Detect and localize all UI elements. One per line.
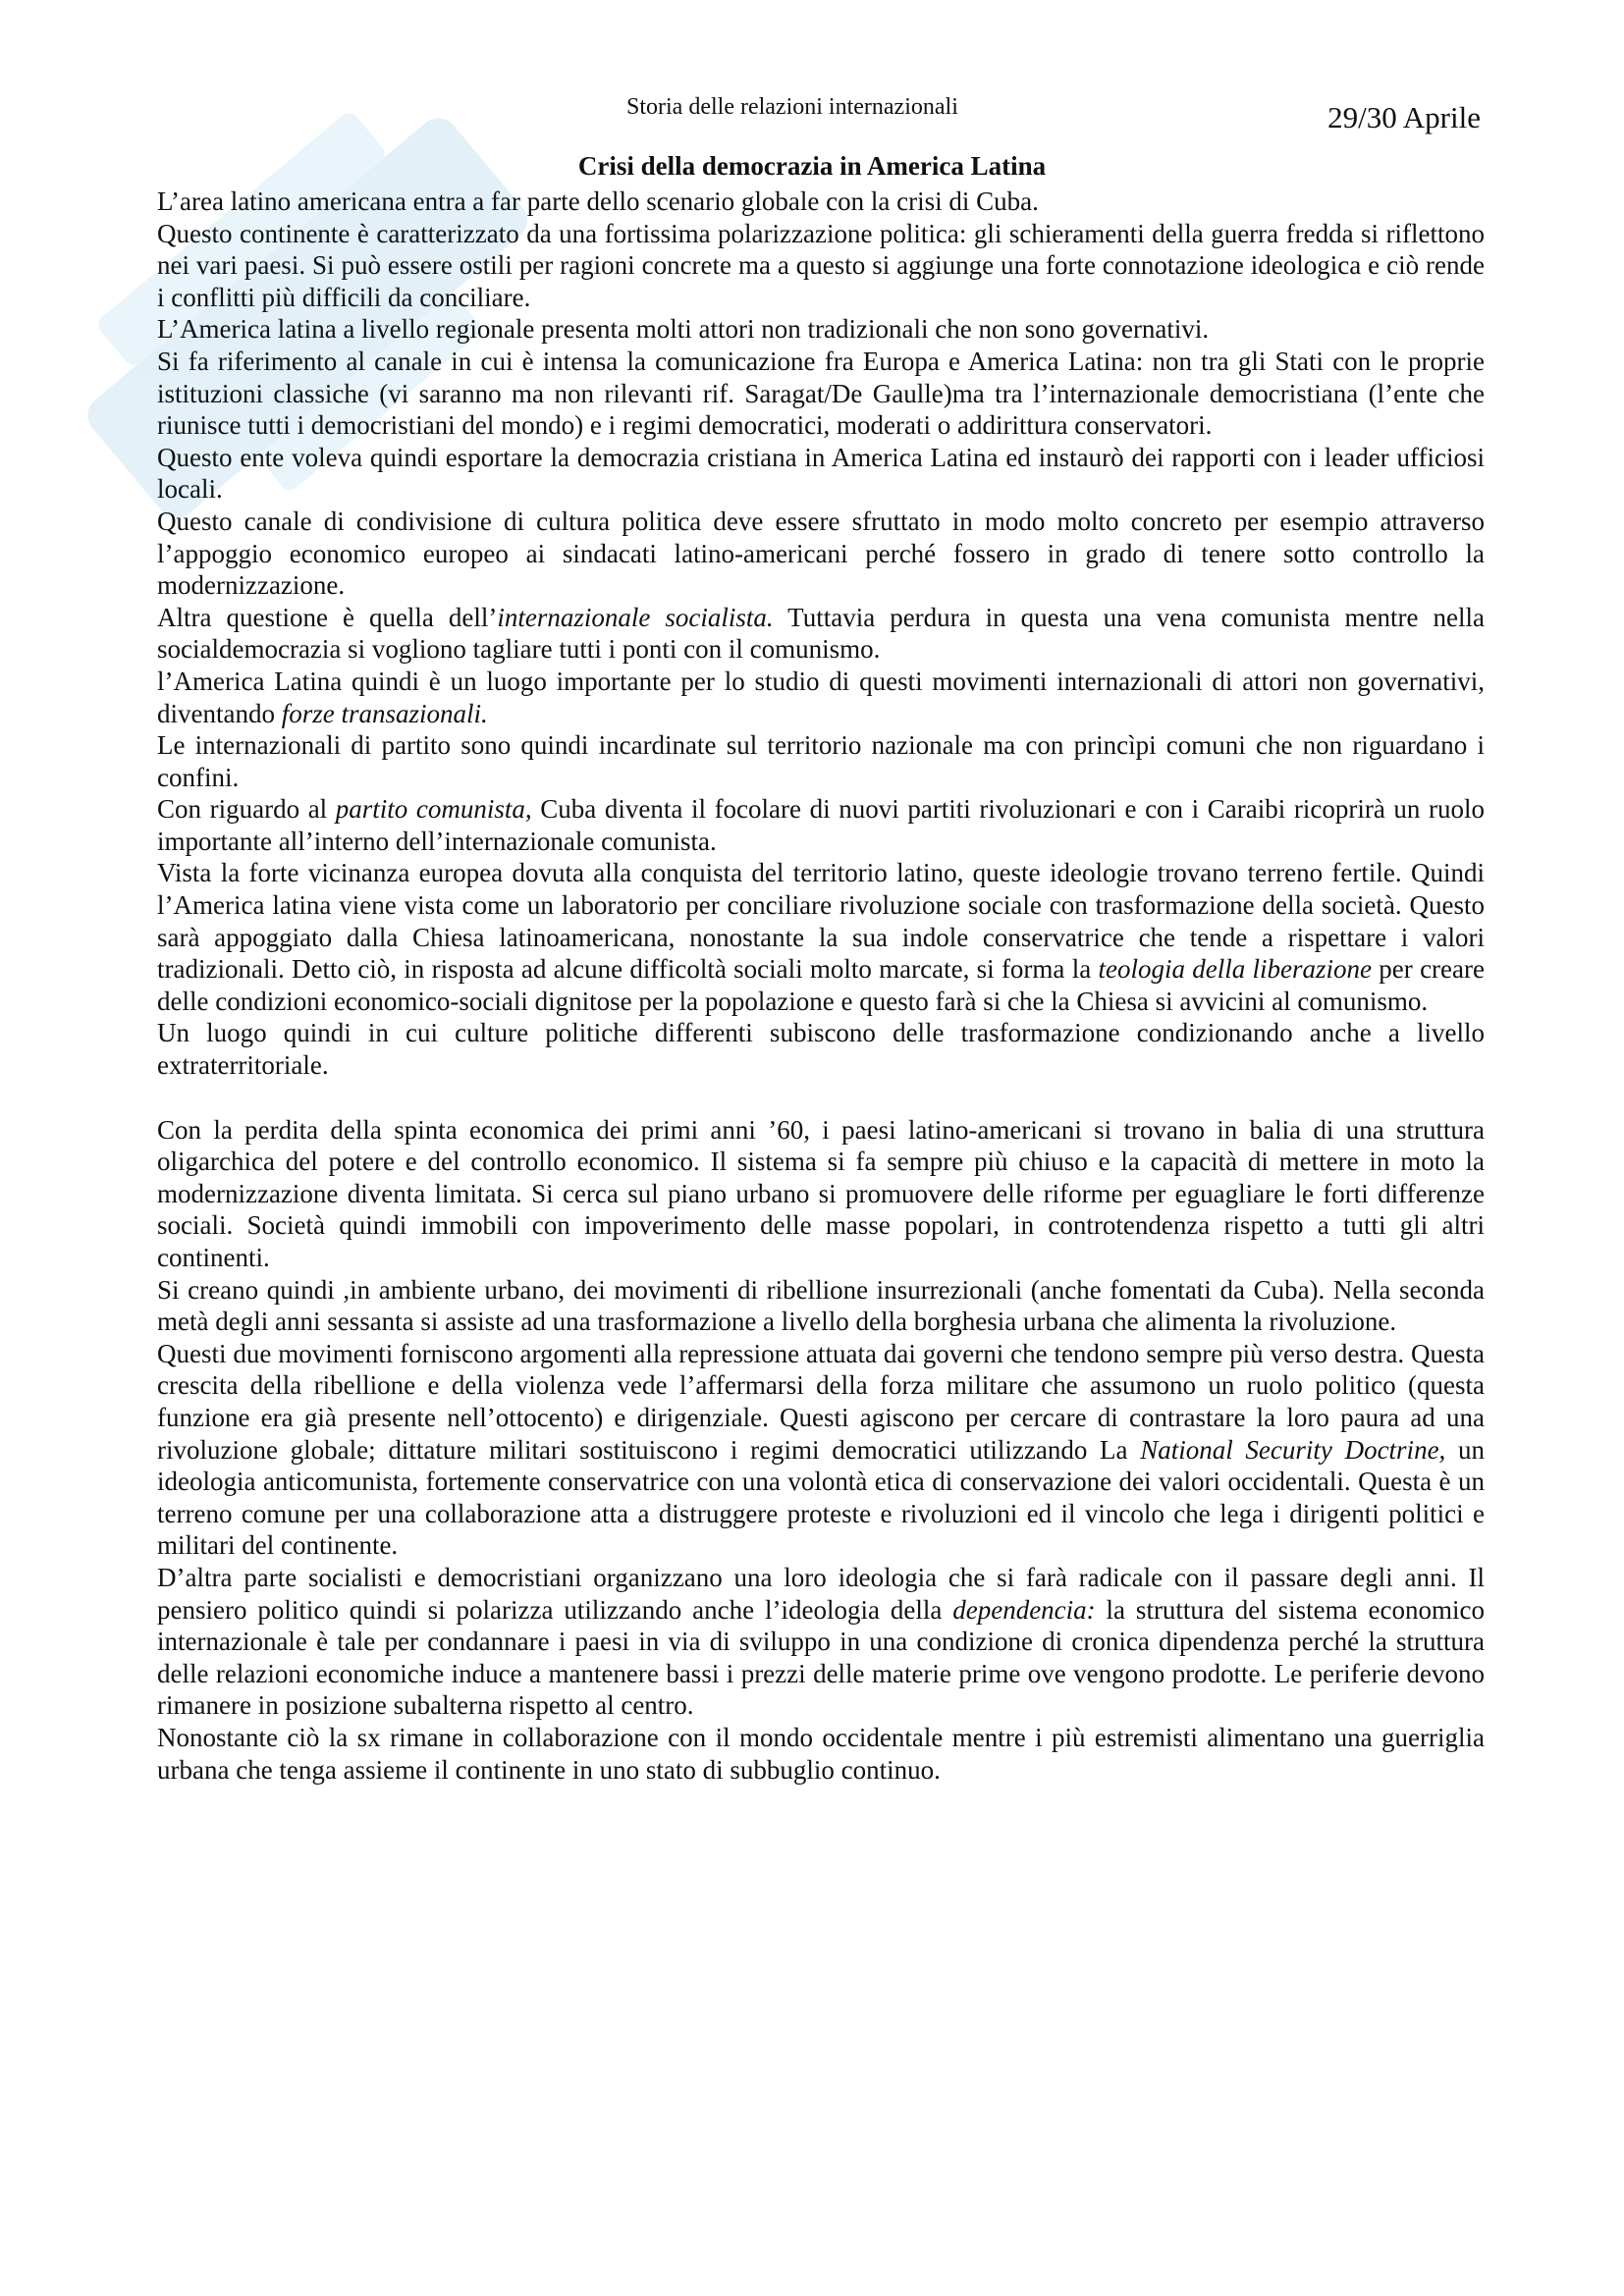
document-body: [157, 186, 1485, 1786]
paragraph-text: Nonostante ciò la sx rimane in collaborazione con il mondo occidentale mentre i più estremisti alimentano una guerriglia urbana che tenga assieme il continente in uno stato di subbuglio continuo.: [157, 1722, 1485, 1785]
paragraph-text: la struttura del sistema economico internazionale è tale per condannare i paesi in via di sviluppo in una condizione di cronica dipendenza perché la struttura delle relazioni economiche induce a mantenere bassi i prezzi delle materie prime ove vengono prodotte. Le periferie devono rimanere in posizione subalterna rispetto al centro.: [157, 1594, 1485, 1721]
paragraph: [157, 602, 1485, 666]
paragraph-text: Si fa riferimento al canale in cui è intensa la comunicazione fra Europa e America Latina: non tra gli Stati con le proprie istituzioni classiche (vi saranno ma non rilevanti rif. Saragat/De Gaulle)ma tra l’internazionale democristiana (l’ente che riunisce tutti i democristiani del mondo) e i regimi democratici, moderati o addirittura conservatori.: [157, 346, 1485, 441]
paragraph-text: Questo ente voleva quindi esportare la democrazia cristiana in America Latina ed instaurò dei rapporti con i leader ufficiosi locali.: [157, 442, 1485, 505]
paragraph: [157, 1562, 1485, 1722]
paragraph: [157, 218, 1485, 314]
paragraph-text: L’America latina a livello regionale presenta molti attori non tradizionali che non sono governativi.: [157, 314, 1210, 345]
italic-term: internazionale socialista.: [497, 602, 774, 632]
paragraph-text: Tuttavia perdura in questa una vena comunista mentre nella socialdemocrazia si vogliono tagliare tutti i ponti con il comunismo.: [157, 602, 1485, 665]
paragraph: [157, 186, 1485, 218]
paragraph: [157, 1017, 1485, 1081]
italic-term: forze transazionali.: [281, 698, 488, 728]
paragraph-text: Con riguardo al: [157, 794, 336, 825]
italic-term: partito comunista,: [335, 794, 532, 825]
paragraph-text: Le internazionali di partito sono quindi incardinate sul territorio nazionale ma con princìpi comuni che non riguardano i confini.: [157, 730, 1485, 792]
running-header: Storia delle relazioni internazionali: [626, 94, 958, 120]
paragraph: [157, 442, 1485, 506]
paragraph: [157, 1114, 1485, 1274]
paragraph: [157, 729, 1485, 793]
paragraph: [157, 1274, 1485, 1338]
paragraph-text: l’America Latina quindi è un luogo importante per lo studio di questi movimenti internazionali di attori non governativi, diventando: [157, 666, 1485, 728]
paragraph-text: Un luogo quindi in cui culture politiche differenti subiscono delle trasformazione condizionando anche a livello extraterritoriale.: [157, 1018, 1485, 1081]
paragraph-text: Si creano quindi ,in ambiente urbano, dei movimenti di ribellione insurrezionali (anche fomentati da Cuba). Nella seconda metà degli anni sessanta si assiste ad una trasformazione a livello della borghesia urbana che alimenta la rivoluzione.: [157, 1274, 1485, 1337]
date: 29/30 Aprile: [1327, 100, 1481, 134]
paragraph-text: Cuba diventa il focolare di nuovi partiti rivoluzionari e con i Caraibi ricoprirà un ruolo importante all’interno dell’internazionale comunista.: [157, 794, 1486, 856]
paragraph-text: Questi due movimenti forniscono argomenti alla repressione attuata dai governi che tendono sempre più verso destra. Questa crescita della ribellione e della violenza vede l’affermarsi della forza militare che assumono un ruolo politico (questa funzione era già presente nell’ottocento) e dirigenziale. Questi agiscono per cercare di contrastare la loro paura ad una rivoluzione globale; dittature militari sostituiscono i regimi democratici utilizzando La: [157, 1338, 1485, 1465]
paragraph-text: Altra questione è quella dell’: [157, 602, 498, 632]
paragraph: [157, 313, 1485, 346]
paragraph: [157, 793, 1485, 857]
paragraph: [157, 857, 1485, 1017]
paragraph-text: per creare delle condizioni economico-sociali dignitose per la popolazione e questo farà si che la Chiesa si avvicini al comunismo.: [157, 954, 1485, 1016]
page-title: Crisi della democrazia in America Latina: [577, 151, 1047, 181]
paragraph: [157, 666, 1485, 729]
paragraph-text: Questo canale di condivisione di cultura politica deve essere sfruttato in modo molto concreto per esempio attraverso l’appoggio economico europeo ai sindacati latino-americani perché fossero in grado di tenere sotto controllo la modernizzazione.: [157, 506, 1485, 601]
paragraph-text: D’altra parte socialisti e democristiani organizzano una loro ideologia che si farà radicale con il passare degli anni. Il pensiero politico quindi si polarizza utilizzando anche l’ideologia della: [157, 1562, 1485, 1625]
paragraph: [157, 1722, 1485, 1786]
paragraph: [157, 506, 1485, 602]
italic-term: dependencia:: [952, 1594, 1096, 1625]
paragraph: [157, 1338, 1485, 1562]
paragraph-text: Questo continente è caratterizzato da una fortissima polarizzazione politica: gli schieramenti della guerra fredda si riflettono nei vari paesi. Si può essere ostili per ragioni concrete ma a questo si aggiunge una forte connotazione ideologica e ciò rende i conflitti più difficili da conciliare.: [157, 218, 1485, 312]
paragraph-text: un ideologia anticomunista, fortemente conservatrice con una volontà etica di conservazione dei valori occidentali. Questa è un terreno comune per una collaborazione atta a distruggere proteste e rivoluzioni ed il vincolo che lega i dirigenti politici e militari del continente.: [157, 1434, 1485, 1561]
italic-term: teologia della liberazione: [1098, 954, 1373, 985]
paragraph-text: Con la perdita della spinta economica dei primi anni ’60, i paesi latino-americani si trovano in balia di una struttura oligarchica del potere e del controllo economico. Il sistema si fa sempre più chiuso e la capacità di mettere in moto la modernizzazione diventa limitata. Si cerca sul piano urbano si promuovere delle riforme per eguagliare le forti differenze sociali. Società quindi immobili con impoverimento delle masse popolari, in controtendenza rispetto a tutti gli altri continenti.: [157, 1114, 1485, 1272]
italic-term: National Security Doctrine,: [1140, 1434, 1446, 1465]
paragraph: [157, 346, 1485, 442]
paragraph-text: L’area latino americana entra a far parte dello scenario globale con la crisi di Cuba.: [157, 187, 1039, 216]
paragraph-text: Vista la forte vicinanza europea dovuta alla conquista del territorio latino, queste ideologie trovano terreno fertile. Quindi l’America latina viene vista come un laboratorio per conciliare rivoluzione sociale con trasformazione della società. Questo sarà appoggiato dalla Chiesa latinoamericana, nonostante la sua indole conservatrice che tende a rispettare i valori tradizionali. Detto ciò, in risposta ad alcune difficoltà sociali molto marcate, si forma la: [157, 858, 1485, 985]
